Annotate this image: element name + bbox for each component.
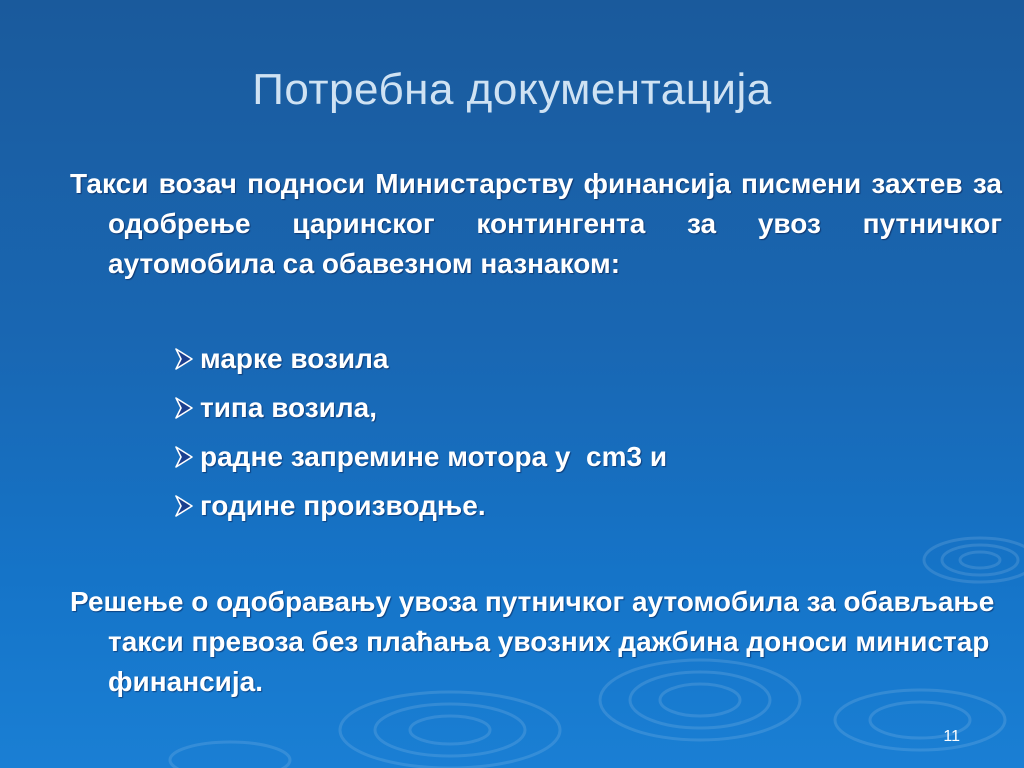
list-item-text: марке возила: [200, 342, 389, 374]
list-item: [172, 383, 667, 432]
intro-paragraph: Такси возач подноси Министарству финансија писмени захтев за одобрење царинског контингента за увоз путничког аутомобила са обавезном назнаком:: [70, 168, 1002, 279]
arrow-bullet-icon: [172, 492, 198, 520]
arrow-bullet-icon: [172, 394, 198, 422]
list-item-text: године производње.: [200, 489, 486, 521]
list-item: [172, 432, 667, 481]
list-item-text: типа возила,: [200, 391, 378, 423]
list-item-text: радне запремине мотора у cm3 и: [200, 440, 668, 472]
arrow-bullet-icon: [172, 443, 198, 471]
page-number: 11: [943, 728, 960, 745]
list-item: [172, 334, 667, 383]
decision-paragraph: Решење о одобравању увоза путничког аутомобила за обављање такси превоза без плаћања увозних дажбина доноси министар финансија.: [70, 586, 995, 697]
requirements-list: [172, 334, 667, 530]
list-item: [172, 481, 667, 530]
arrow-bullet-icon: [172, 345, 198, 373]
slide-title: Потребна документација: [252, 65, 772, 114]
